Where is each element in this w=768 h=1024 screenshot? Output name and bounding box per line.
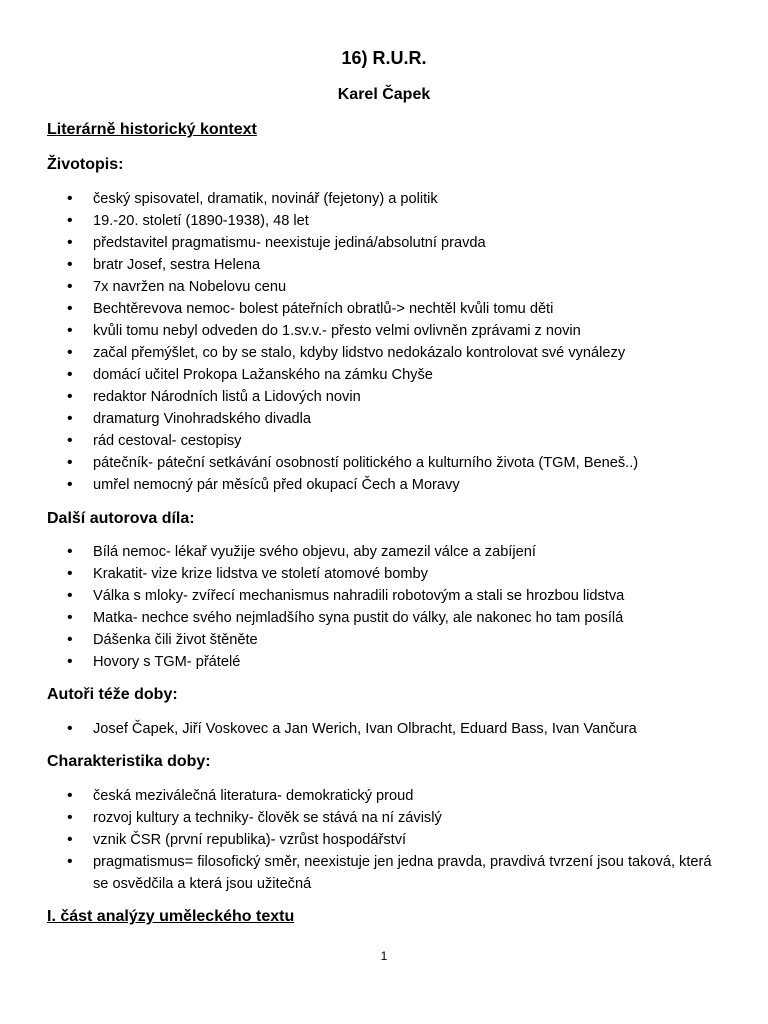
contemporaries-list bbox=[0, 718, 768, 740]
list-item: • Bechtěrevova nemoc- bolest páteřních obratlů-> nechtěl kvůli tomu děti bbox=[0, 298, 768, 320]
document-title: 16) R.U.R. bbox=[341, 48, 427, 68]
list-item: • Válka s mloky- zvířecí mechanismus nahradili robotovým a stali se hrozbou lidstva bbox=[0, 585, 768, 607]
list-item: • česká meziválečná literatura- demokratický proud bbox=[0, 785, 768, 807]
list-item: • pátečník- páteční setkávání osobností politického a kulturního života (TGM, Beneš..) bbox=[0, 452, 768, 474]
list-item: • představitel pragmatismu- neexistuje jediná/absolutní pravda bbox=[0, 232, 768, 254]
list-item: • Matka- nechce svého nejmladšího syna pustit do války, ale nakonec ho tam posílá bbox=[0, 607, 768, 629]
list-item: • Josef Čapek, Jiří Voskovec a Jan Werich, Ivan Olbracht, Eduard Bass, Ivan Vančura bbox=[0, 718, 768, 740]
author-name: Karel Čapek bbox=[337, 86, 431, 103]
era-heading: Charakteristika doby: bbox=[47, 753, 211, 770]
biography-heading: Životopis: bbox=[47, 156, 124, 173]
list-item: • bratr Josef, sestra Helena bbox=[0, 254, 768, 276]
list-item: • Hovory s TGM- přátelé bbox=[0, 651, 768, 673]
list-item: • rozvoj kultury a techniky- člověk se stává na ní závislý bbox=[0, 807, 768, 829]
biography-list bbox=[0, 188, 768, 496]
list-item: • redaktor Národních listů a Lidových novin bbox=[0, 386, 768, 408]
list-item: • začal přemýšlet, co by se stalo, kdyby lidstvo nedokázalo kontrolovat své vynálezy bbox=[0, 342, 768, 364]
list-item: • dramaturg Vinohradského divadla bbox=[0, 408, 768, 430]
contemporaries-heading: Autoři téže doby: bbox=[47, 686, 178, 703]
section-heading-analysis: I. část analýzy uměleckého textu bbox=[47, 908, 295, 925]
list-item: • kvůli tomu nebyl odveden do 1.sv.v.- přesto velmi ovlivněn zprávami z novin bbox=[0, 320, 768, 342]
list-item: • 19.-20. století (1890-1938), 48 let bbox=[0, 210, 768, 232]
list-item: • Krakatit- vize krize lidstva ve století atomové bomby bbox=[0, 563, 768, 585]
list-item: • pragmatismus= filosofický směr, neexistuje jen jedna pravda, pravdivá tvrzení jsou taková, která se osvědčila a která jsou užitečná bbox=[0, 851, 768, 895]
page-number: 1 bbox=[380, 949, 388, 963]
section-heading-context: Literárně historický kontext bbox=[47, 121, 257, 138]
list-item: • Dášenka čili život štěněte bbox=[0, 629, 768, 651]
era-list bbox=[0, 785, 768, 895]
list-item: • český spisovatel, dramatik, novinář (fejetony) a politik bbox=[0, 188, 768, 210]
list-item: • 7x navržen na Nobelovu cenu bbox=[0, 276, 768, 298]
works-list bbox=[0, 541, 768, 673]
list-item: • umřel nemocný pár měsíců před okupací Čech a Moravy bbox=[0, 474, 768, 496]
list-item: • rád cestoval- cestopisy bbox=[0, 430, 768, 452]
works-heading: Další autorova díla: bbox=[47, 510, 195, 527]
list-item: • Bílá nemoc- lékař využije svého objevu, aby zamezil válce a zabíjení bbox=[0, 541, 768, 563]
list-item: • domácí učitel Prokopa Lažanského na zámku Chyše bbox=[0, 364, 768, 386]
list-item: • vznik ČSR (první republika)- vzrůst hospodářství bbox=[0, 829, 768, 851]
